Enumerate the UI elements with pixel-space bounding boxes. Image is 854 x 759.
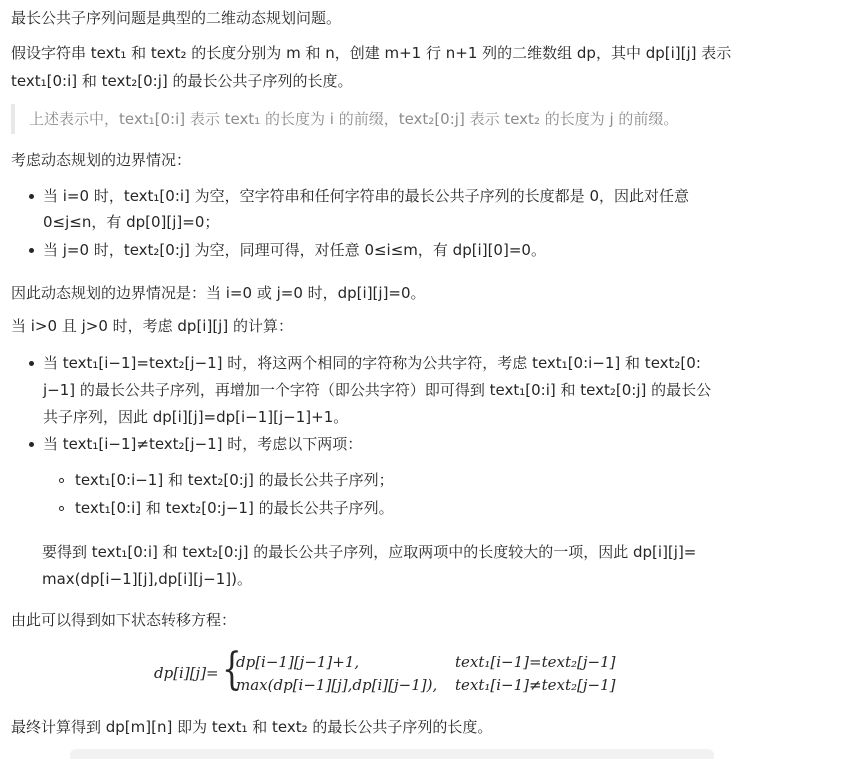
blockquote-text: 上述表示中，text₁[0:i] 表示 text₁ 的长度为 i 的前缀，text₂[0:j] 表示 text₂ 的长度为 j 的前缀。 bbox=[29, 110, 679, 128]
bullet-dot bbox=[29, 194, 34, 199]
max-paragraph-line-2: max(dp[i−1][j],dp[i][j−1])。 bbox=[42, 570, 252, 588]
unequal-case: 当 text₁[i−1]≠text₂[j−1] 时，考虑以下两项： bbox=[43, 435, 363, 453]
sub-bullet-circle bbox=[59, 506, 64, 511]
sub-bullet-circle bbox=[59, 478, 64, 483]
bullet-dot bbox=[29, 248, 34, 253]
bullet-dot bbox=[29, 361, 34, 366]
equation-case-2-condition: text₁[i−1]≠text₂[j−1] bbox=[455, 676, 616, 694]
boundary-i-line-1: 当 i=0 时，text₁[0:i] 为空，空字符串和任何字符串的最长公共子序列的长度都是 0，因此对任意 bbox=[43, 187, 689, 205]
definition-paragraph-line-1: 假设字符串 text₁ 和 text₂ 的长度分别为 m 和 n，创建 m+1 行 n+1 列的二维数组 dp，其中 dp[i][j] 表示 bbox=[11, 44, 732, 62]
boundary-i-line-2: 0≤j≤n，有 dp[0][j]=0； bbox=[43, 213, 220, 231]
code-block-edge bbox=[70, 749, 714, 759]
definition-paragraph-line-2: text₁[0:i] 和 text₂[0:j] 的最长公共子序列的长度。 bbox=[11, 72, 353, 90]
equation-case-1-condition: text₁[i−1]=text₂[j−1] bbox=[455, 653, 616, 671]
boundary-summary: 因此动态规划的边界情况是：当 i=0 或 j=0 时，dp[i][j]=0。 bbox=[11, 284, 426, 302]
blockquote-note bbox=[11, 104, 775, 134]
sub-item-1: text₁[0:i−1] 和 text₂[0:j] 的最长公共子序列； bbox=[75, 471, 394, 489]
transition-heading: 当 i>0 且 j>0 时，考虑 dp[i][j] 的计算： bbox=[11, 317, 293, 335]
equation-lhs: dp[i][j]= bbox=[154, 664, 219, 682]
sub-item-2: text₁[0:i] 和 text₂[0:j−1] 的最长公共子序列。 bbox=[75, 499, 394, 517]
equation-intro: 由此可以得到如下状态转移方程： bbox=[11, 611, 237, 629]
equation-brace: { bbox=[222, 644, 242, 695]
max-paragraph-line-1: 要得到 text₁[0:i] 和 text₂[0:j] 的最长公共子序列，应取两项中的长度较大的一项，因此 dp[i][j]= bbox=[42, 543, 697, 561]
equal-case-line-1: 当 text₁[i−1]=text₂[j−1] 时，将这两个相同的字符称为公共字符，考虑 text₁[0:i−1] 和 text₂[0: bbox=[43, 354, 701, 372]
equation-case-2-value: max(dp[i−1][j],dp[i][j−1]), bbox=[236, 676, 438, 694]
conclusion-paragraph: 最终计算得到 dp[m][n] 即为 text₁ 和 text₂ 的最长公共子序列的长度。 bbox=[11, 718, 493, 736]
boundary-heading: 考虑动态规划的边界情况： bbox=[11, 151, 192, 169]
bullet-dot bbox=[29, 442, 34, 447]
boundary-j: 当 j=0 时，text₂[0:j] 为空，同理可得，对任意 0≤i≤m，有 dp[i][0]=0。 bbox=[43, 241, 546, 259]
equal-case-line-3: 共子序列，因此 dp[i][j]=dp[i−1][j−1]+1。 bbox=[43, 408, 349, 426]
equation-case-1-value: dp[i−1][j−1]+1, bbox=[236, 653, 360, 671]
intro-paragraph: 最长公共子序列问题是典型的二维动态规划问题。 bbox=[11, 9, 342, 27]
equal-case-line-2: j−1] 的最长公共子序列，再增加一个字符（即公共字符）即可得到 text₁[0:i] 和 text₂[0:j] 的最长公 bbox=[43, 381, 712, 399]
